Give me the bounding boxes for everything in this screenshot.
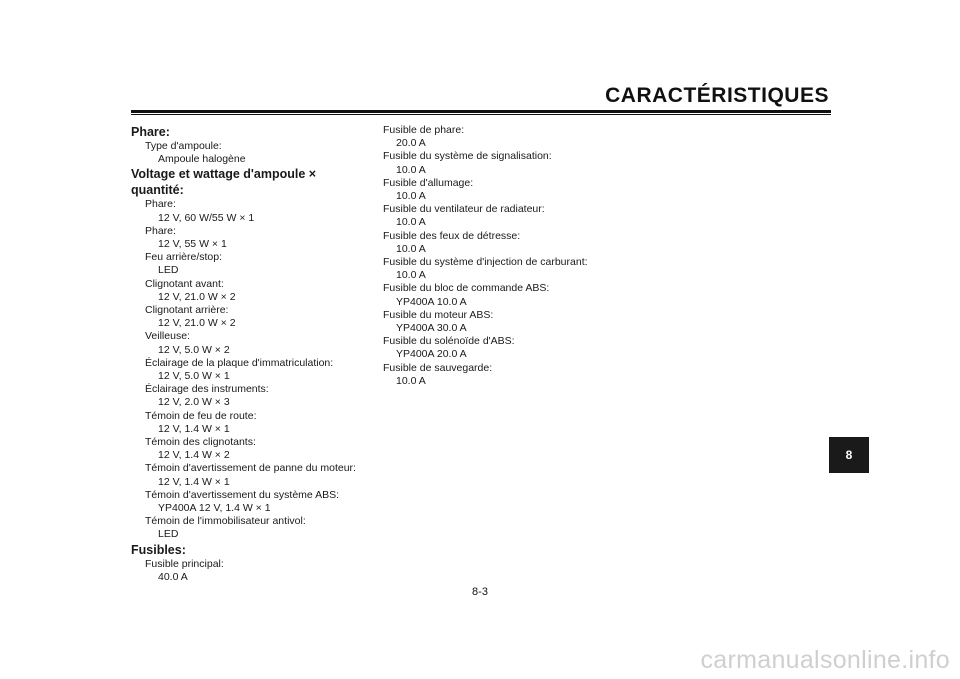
section-heading-voltage: Voltage et wattage d'ampoule × quantité: <box>131 167 317 198</box>
spec-label: Clignotant avant: <box>145 277 224 290</box>
header-rule <box>131 110 831 113</box>
spec-label: Fusible du solénoïde d'ABS: <box>383 335 515 348</box>
spec-label: Fusible de sauvegarde: <box>383 361 493 374</box>
spec-label: Témoin des clignotants: <box>145 436 256 449</box>
spec-label: Phare: <box>145 198 176 211</box>
spec-value: 20.0 A <box>396 137 426 150</box>
spec-value: 12 V, 1.4 W × 1 <box>158 475 230 488</box>
spec-value: 12 V, 2.0 W × 3 <box>158 396 230 409</box>
voltage-list <box>131 198 371 541</box>
spec-label: Fusible du ventilateur de radiateur: <box>383 203 545 216</box>
spec-value: 10.0 A <box>396 374 426 387</box>
spec-value: 12 V, 55 W × 1 <box>158 238 227 251</box>
spec-value: YP400A 12 V, 1.4 W × 1 <box>158 502 271 515</box>
watermark: carmanualsonline.info <box>700 646 950 674</box>
spec-label: Éclairage des instruments: <box>145 383 269 396</box>
spec-label: Témoin de feu de route: <box>145 409 257 422</box>
spec-value: 10.0 A <box>396 163 426 176</box>
spec-label: Fusible d'allumage: <box>383 176 474 189</box>
spec-value: 12 V, 1.4 W × 1 <box>158 422 230 435</box>
spec-value: 12 V, 5.0 W × 1 <box>158 370 230 383</box>
spec-label: Témoin de l'immobilisateur antivol: <box>145 515 306 528</box>
spec-value: 12 V, 21.0 W × 2 <box>158 317 236 330</box>
spec-value: YP400A 20.0 A <box>396 348 467 361</box>
spec-label: Témoin d'avertissement de panne du moteur: <box>145 462 356 475</box>
spec-value: 12 V, 21.0 W × 2 <box>158 290 236 303</box>
spec-label: Phare: <box>145 224 176 237</box>
spec-label: Type d'ampoule: <box>145 140 222 152</box>
spec-label: Fusible du bloc de commande ABS: <box>383 282 550 295</box>
fusibles-list <box>131 558 371 584</box>
spec-value: Ampoule halogène <box>158 153 246 166</box>
spec-label: Éclairage de la plaque d'immatriculation: <box>145 356 334 369</box>
spec-label: Feu arrière/stop: <box>145 251 223 264</box>
spec-value: 12 V, 5.0 W × 2 <box>158 343 230 356</box>
section-heading-phare: Phare: <box>131 125 170 139</box>
spec-label: Fusible du système d'injection de carburant: <box>383 256 588 269</box>
phare-list <box>131 140 371 166</box>
spec-value: 10.0 A <box>396 242 426 255</box>
chapter-tab: 8 <box>829 437 869 473</box>
spec-value: 12 V, 1.4 W × 2 <box>158 449 230 462</box>
spec-value: YP400A 30.0 A <box>396 322 467 335</box>
spec-label: Clignotant arrière: <box>145 304 229 317</box>
spec-label: Fusible principal: <box>145 557 224 570</box>
spec-label: Témoin d'avertissement du système ABS: <box>145 488 340 501</box>
spec-value: 40.0 A <box>158 570 188 583</box>
spec-label: Fusible du moteur ABS: <box>383 308 494 321</box>
spec-value: 10.0 A <box>396 216 426 229</box>
spec-value: 12 V, 60 W/55 W × 1 <box>158 211 255 224</box>
page-number: 8-3 <box>472 586 488 598</box>
spec-label: Fusible des feux de détresse: <box>383 229 521 242</box>
page-title: CARACTÉRISTIQUES <box>605 84 829 107</box>
left-column <box>131 124 371 584</box>
spec-value: LED <box>158 264 179 277</box>
spec-value: 10.0 A <box>396 269 426 282</box>
spec-label: Veilleuse: <box>145 330 190 343</box>
spec-value: 10.0 A <box>396 190 426 203</box>
fuse-list <box>383 124 673 388</box>
header-rule-thin <box>131 114 831 115</box>
spec-value: LED <box>158 528 179 541</box>
section-heading-fusibles: Fusibles: <box>131 542 186 557</box>
spec-value: YP400A 10.0 A <box>396 295 467 308</box>
right-column <box>383 124 673 388</box>
spec-label: Fusible de phare: <box>383 124 465 136</box>
spec-label: Fusible du système de signalisation: <box>383 150 552 163</box>
